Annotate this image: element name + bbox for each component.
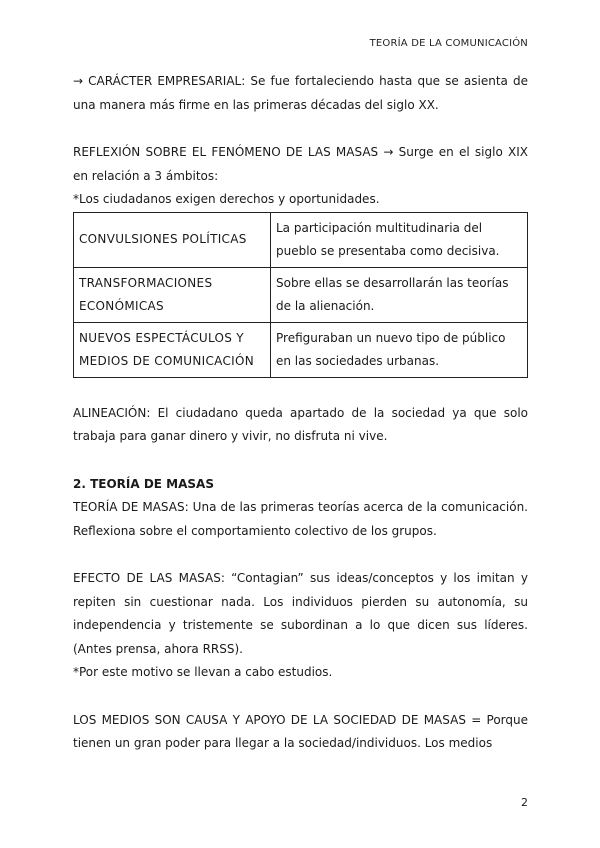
table-cell-left: CONVULSIONES POLÍTICAS	[74, 212, 271, 267]
table-cell-right: Sobre ellas se desarrollarán las teorías de la alienación.	[271, 267, 528, 322]
section-title: 2. TEORÍA DE MASAS	[73, 476, 214, 491]
ambitos-table	[73, 212, 528, 378]
paragraph-efecto-de-masas: EFECTO DE LAS MASAS: “Contagian” sus ideas/conceptos y los imitan y repiten sin cuestionar nada. Los individuos pierden su autonomía, su independencia y tristemente se subordinan a lo que dicen sus líderes. (Antes prensa, ahora RRSS).	[73, 571, 528, 656]
table-cell-right: La participación multitudinaria del pueblo se presentaba como decisiva.	[271, 212, 528, 267]
page-content	[73, 70, 528, 756]
paragraph-alineacion: ALINEACIÓN: El ciudadano queda apartado de la sociedad ya que solo trabaja para ganar dinero y vivir, no disfruta ni vive.	[73, 405, 528, 443]
ambitos-table-wrapper	[73, 212, 528, 378]
paragraph-motivo: *Por este motivo se llevan a cabo estudios.	[73, 665, 333, 679]
paragraph-ciudadanos: *Los ciudadanos exigen derechos y oportunidades.	[73, 192, 380, 206]
table-row	[74, 322, 528, 377]
paragraph-caracter-empresarial: → CARÁCTER EMPRESARIAL: Se fue fortaleciendo hasta que se asienta de una manera más firme en las primeras décadas del siglo XX.	[73, 74, 528, 112]
paragraph-reflexion: REFLEXIÓN SOBRE EL FENÓMENO DE LAS MASAS → Surge en el siglo XIX en relación a 3 ámbitos:	[73, 145, 528, 183]
paragraph-medios: LOS MEDIOS SON CAUSA Y APOYO DE LA SOCIEDAD DE MASAS = Porque tienen un gran poder para llegar a la sociedad/individuos. Los medios	[73, 712, 528, 750]
paragraph-teoria-de-masas: TEORÍA DE MASAS: Una de las primeras teorías acerca de la comunicación. Reflexiona sobre el comportamiento colectivo de los grupos.	[73, 500, 528, 538]
table-cell-right: Prefiguraban un nuevo tipo de público en las sociedades urbanas.	[271, 322, 528, 377]
page-header: TEORÍA DE LA COMUNICACIÓN	[369, 38, 528, 49]
table-row	[74, 267, 528, 322]
page-number: 2	[521, 796, 528, 809]
table-row	[74, 212, 528, 267]
table-cell-left: TRANSFORMACIONES ECONÓMICAS	[74, 267, 271, 322]
table-cell-left: NUEVOS ESPECTÁCULOS Y MEDIOS DE COMUNICACIÓN	[74, 322, 271, 377]
